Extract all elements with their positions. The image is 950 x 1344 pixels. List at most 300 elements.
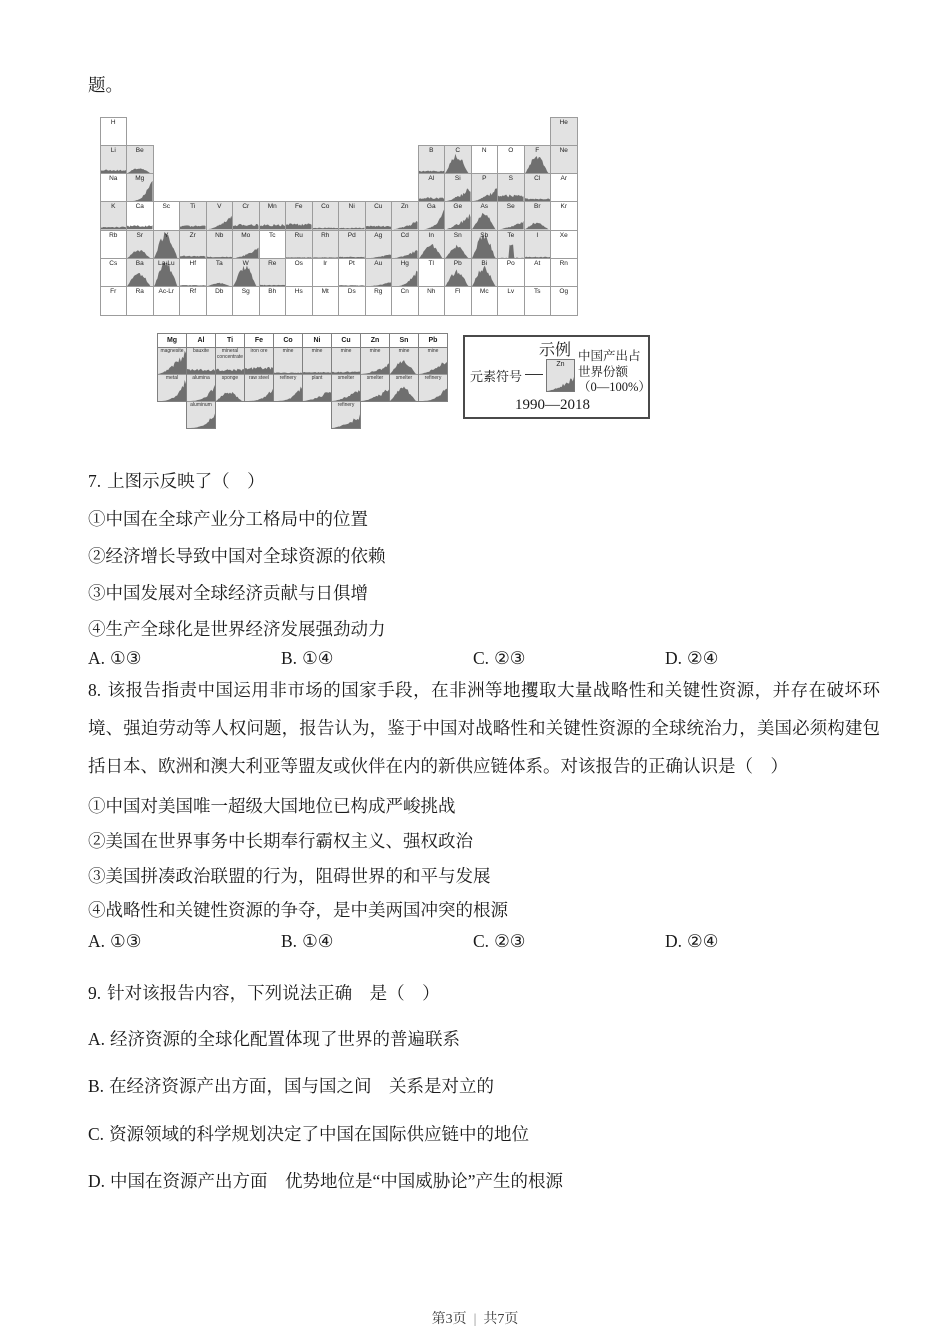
element-cell-Br (524, 201, 552, 230)
element-cell-Rn (550, 258, 578, 287)
element-symbol: Po (506, 259, 515, 267)
element-cell-B (418, 145, 446, 174)
question-stem-text: 上图示反映了（ ） (107, 471, 265, 491)
legend-example-cell (546, 359, 575, 392)
mini-column-Pb (418, 333, 448, 402)
option-label: C. (473, 648, 490, 668)
question-number: 9. (88, 983, 102, 1003)
element-cell-Mo (232, 230, 260, 259)
element-cell-In (418, 230, 446, 259)
element-symbol: Xe (559, 231, 568, 239)
intro-text: 题。 (88, 75, 123, 95)
element-cell-Zr (179, 230, 207, 259)
element-cell-Cd (391, 230, 419, 259)
mini-column-Mg (157, 333, 187, 402)
element-symbol: Sb (480, 231, 489, 239)
element-symbol: Cd (400, 231, 409, 239)
option-text: ②④ (687, 931, 719, 951)
element-cell-Rg (365, 286, 393, 315)
element-cell-Mg (126, 173, 154, 202)
mini-column-header: Fe (245, 334, 273, 348)
element-cell-Na (100, 173, 128, 202)
element-cell-Ag (365, 230, 393, 259)
q9-option-C (88, 1121, 529, 1146)
element-symbol: Kr (560, 203, 567, 211)
element-cell-Sr (126, 230, 154, 259)
element-cell-P (471, 173, 499, 202)
q8-option-A (88, 931, 141, 952)
element-symbol: Os (294, 259, 303, 267)
element-symbol: Li (110, 146, 116, 154)
mini-cell (245, 375, 273, 401)
mini-cell-label: mine (311, 348, 323, 354)
element-symbol: Ds (347, 288, 356, 296)
mini-cell (332, 375, 360, 402)
mini-cell-label: smelter (337, 375, 355, 381)
mini-column-header: Cu (332, 334, 360, 348)
element-symbol: Ga (426, 203, 436, 211)
element-symbol: Pb (453, 259, 462, 267)
element-symbol: Rg (374, 288, 383, 296)
element-symbol: Og (559, 288, 569, 296)
mini-column-header: Zn (361, 334, 389, 348)
question-9-stem (88, 980, 440, 1005)
mini-cell (390, 375, 418, 401)
element-symbol: Mn (267, 203, 277, 211)
element-symbol: Nb (215, 231, 224, 239)
mini-cell-label: mineral concentrate (216, 348, 244, 360)
mini-column-Ti (215, 333, 245, 402)
mini-cell-label: refinery (337, 402, 355, 408)
element-cell-Sg (232, 286, 260, 315)
element-cell-Ca (126, 201, 154, 230)
element-symbol: Re (268, 259, 277, 267)
element-cell-Zn (391, 201, 419, 230)
q7-item-4: ④生产全球化是世界经济发展强劲动力 (88, 619, 386, 639)
element-cell-Fr (100, 286, 128, 315)
element-cell-Ra (126, 286, 154, 315)
element-symbol: Nh (427, 288, 436, 296)
element-cell-Ge (444, 201, 472, 230)
element-cell-Xe (550, 230, 578, 259)
option-text: ①③ (110, 931, 142, 951)
option-label: A. (88, 1029, 106, 1049)
option-text: ①④ (302, 931, 334, 951)
element-symbol: Ta (215, 259, 223, 267)
element-cell-V (206, 201, 234, 230)
element-symbol: Fl (455, 288, 461, 296)
element-cell-Mc (471, 286, 499, 315)
option-text: 在经济资源产出方面，国与国之间 关系是对立的 (109, 1076, 495, 1096)
element-cell-Ga (418, 201, 446, 230)
element-symbol: Ts (534, 288, 541, 296)
element-symbol: Ra (135, 288, 144, 296)
element-cell-Pd (338, 230, 366, 259)
option-label: D. (665, 931, 683, 951)
element-symbol: Ge (453, 203, 463, 211)
q8-item-2: ②美国在世界事务中长期奉行霸权主义、强权政治 (88, 831, 473, 851)
legend-box (463, 335, 650, 419)
element-cell-W (232, 258, 260, 287)
mini-cell-label: bauxite (192, 348, 210, 354)
mini-cell (303, 375, 331, 401)
element-cell-La-Lu (153, 258, 181, 287)
q7-option-D (665, 648, 718, 669)
element-symbol: Ba (135, 259, 144, 267)
element-cell-Pt (338, 258, 366, 287)
element-cell-Sn (444, 230, 472, 259)
mini-cell (419, 375, 447, 401)
element-cell-Be (126, 145, 154, 174)
element-symbol: Pt (348, 259, 355, 267)
mini-cell-label: plant (311, 375, 323, 381)
element-cell-Ti (179, 201, 207, 230)
option-text: 中国在资源产出方面 优势地位是“中国威胁论”产生的根源 (110, 1171, 564, 1191)
mini-cell (158, 348, 186, 375)
mini-cell-label: mine (398, 348, 410, 354)
element-symbol: Bh (268, 288, 277, 296)
option-label: C. (473, 931, 490, 951)
option-label: B. (281, 931, 298, 951)
mini-cell (303, 348, 331, 375)
q7-option-C (473, 648, 525, 669)
element-cell-Ac-Lr (153, 286, 181, 315)
mini-production-table (158, 333, 448, 429)
element-symbol: Br (534, 203, 541, 211)
page-total: 共7页 (483, 1312, 519, 1327)
q7-item-2: ②经济增长导致中国对全球资源的依赖 (88, 546, 386, 566)
question-number: 7. (88, 471, 102, 491)
legend-symbol-label: 元素符号 (470, 369, 523, 384)
mini-column-header: Ti (216, 334, 244, 348)
mini-column-Fe (244, 333, 274, 402)
element-symbol: In (428, 231, 434, 239)
legend-example-symbol: Zn (556, 361, 565, 368)
element-cell-Li (100, 145, 128, 174)
element-cell-Au (365, 258, 393, 287)
element-symbol: C (455, 146, 461, 154)
q8-option-D (665, 931, 718, 952)
element-cell-Sb (471, 230, 499, 259)
element-symbol: La-Lu (157, 259, 175, 267)
legend-share-line: （0—100%） (578, 380, 651, 394)
element-cell-Ru (285, 230, 313, 259)
element-symbol: Sr (136, 231, 143, 239)
mini-cell (187, 402, 215, 428)
mini-cell-label: metal (165, 375, 179, 381)
mini-column-Co (273, 333, 303, 402)
element-cell-Al (418, 173, 446, 202)
mini-cell-label: smelter (366, 375, 384, 381)
element-symbol: Fe (294, 203, 303, 211)
element-symbol: V (217, 203, 222, 211)
element-cell-Hs (285, 286, 313, 315)
element-cell-H (100, 117, 128, 146)
mini-cell (216, 348, 244, 375)
q7-item-1: ①中国在全球产业分工格局中的位置 (88, 509, 368, 529)
element-symbol: At (534, 259, 541, 267)
q7-item-3: ③中国发展对全球经济贡献与日俱增 (88, 583, 368, 603)
element-cell-Nb (206, 230, 234, 259)
mini-cell-label: magnesite (160, 348, 184, 354)
mini-cell-label: refinery (424, 375, 442, 381)
option-text: ②④ (687, 648, 719, 668)
mini-cell (274, 348, 302, 375)
question-8-stem (88, 672, 880, 785)
element-cell-Bi (471, 258, 499, 287)
option-label: B. (281, 648, 298, 668)
option-label: B. (88, 1076, 105, 1096)
element-symbol: Y (164, 231, 169, 239)
mini-cell (419, 348, 447, 375)
mini-cell (390, 348, 418, 375)
element-symbol: Fr (110, 288, 117, 296)
mini-column-header: Co (274, 334, 302, 348)
element-cell-Ts (524, 286, 552, 315)
element-cell-Nh (418, 286, 446, 315)
mini-column-header: Mg (158, 334, 186, 348)
mini-cell (332, 402, 360, 428)
option-label: D. (88, 1171, 106, 1191)
element-symbol: W (242, 259, 249, 267)
element-symbol: Ti (190, 203, 196, 211)
q8-item-4: ④战略性和关键性资源的争夺，是中美两国冲突的根源 (88, 900, 508, 920)
element-symbol: Ca (135, 203, 144, 211)
q8-option-B (281, 931, 333, 952)
element-cell-Mt (312, 286, 340, 315)
option-text: 经济资源的全球化配置体现了世界的普遍联系 (110, 1029, 461, 1049)
mini-cell-label: aluminum (190, 402, 212, 408)
element-cell-Fl (444, 286, 472, 315)
element-cell-Rh (312, 230, 340, 259)
element-symbol: F (535, 146, 540, 154)
element-symbol: Ag (374, 231, 383, 239)
q9-option-B (88, 1073, 494, 1098)
element-symbol: Cn (400, 288, 409, 296)
element-symbol: Mg (135, 175, 145, 183)
mini-column-Zn (360, 333, 390, 402)
element-cell-I (524, 230, 552, 259)
element-cell-N (471, 145, 499, 174)
element-symbol: Zn (400, 203, 409, 211)
element-symbol: Zr (189, 231, 196, 239)
legend-connector-line (525, 374, 543, 375)
element-symbol: Sc (162, 203, 171, 211)
element-symbol: Cu (374, 203, 383, 211)
element-cell-Ar (550, 173, 578, 202)
element-symbol: Se (506, 203, 515, 211)
mini-cell-label: mine (369, 348, 381, 354)
element-cell-Ds (338, 286, 366, 315)
mini-column-header: Sn (390, 334, 418, 348)
q8-item-1: ①中国对美国唯一超级大国地位已构成严峻挑战 (88, 796, 456, 816)
element-cell-Ne (550, 145, 578, 174)
element-symbol: Sg (241, 288, 250, 296)
mini-cell (187, 375, 215, 402)
element-cell-Cn (391, 286, 419, 315)
element-symbol: Au (374, 259, 383, 267)
element-cell-Ir (312, 258, 340, 287)
element-symbol: Be (135, 146, 144, 154)
mini-cell-label: refinery (279, 375, 297, 381)
element-symbol: Mc (479, 288, 489, 296)
element-cell-Te (497, 230, 525, 259)
question-stem-text: 该报告指责中国运用非市场的国家手段，在非洲等地攫取大量战略性和关键性资源，并存在破坏环境、强迫劳动等人权问题，报告认为，鉴于中国对战略性和关键性资源的全球统治力，美国必须构建包括日本、欧洲和澳大利亚等盟友或伙伴在内的新供应链体系。对该报告的正确认识是（ ） (88, 680, 880, 776)
element-symbol: O (508, 146, 514, 154)
element-cell-Po (497, 258, 525, 287)
element-symbol: Ir (323, 259, 328, 267)
element-symbol: Rf (189, 288, 196, 296)
element-symbol: H (110, 118, 116, 126)
element-symbol: As (480, 203, 489, 211)
page-number: 第3页 (431, 1312, 467, 1327)
mini-cell-label: iron ore (250, 348, 268, 354)
element-symbol: I (536, 231, 539, 239)
element-cell-Db (206, 286, 234, 315)
element-cell-Si (444, 173, 472, 202)
element-symbol: Hf (189, 259, 196, 267)
element-symbol: Ni (348, 203, 355, 211)
mini-cell-label: mine (282, 348, 294, 354)
mini-cell-label: mine (340, 348, 352, 354)
mini-cell (361, 348, 389, 375)
element-cell-Cs (100, 258, 128, 287)
element-cell-Og (550, 286, 578, 315)
mini-cell-label: mine (427, 348, 439, 354)
element-cell-Lv (497, 286, 525, 315)
q8-option-C (473, 931, 525, 952)
element-cell-Mn (259, 201, 287, 230)
mini-column-header: Al (187, 334, 215, 348)
element-symbol: S (508, 175, 513, 183)
element-cell-Sc (153, 201, 181, 230)
mini-cell (361, 375, 389, 401)
element-cell-Cr (232, 201, 260, 230)
legend-period-label: 1990—2018 (515, 397, 590, 413)
q7-option-A (88, 648, 141, 669)
element-cell-Y (153, 230, 181, 259)
option-text: ①④ (302, 648, 334, 668)
element-cell-K (100, 201, 128, 230)
element-symbol: Hg (400, 259, 409, 267)
element-cell-Rb (100, 230, 128, 259)
footer-separator: | (473, 1312, 477, 1327)
element-cell-O (497, 145, 525, 174)
mini-cell (245, 348, 273, 375)
element-symbol: Db (215, 288, 224, 296)
element-symbol: Tc (269, 231, 276, 239)
element-symbol: K (111, 203, 116, 211)
mini-column-Cu (331, 333, 361, 429)
element-symbol: Rn (559, 259, 568, 267)
q9-option-A (88, 1026, 460, 1051)
mini-column-Al (186, 333, 216, 429)
mini-column-header: Ni (303, 334, 331, 348)
element-cell-Co (312, 201, 340, 230)
option-text: ②③ (494, 931, 526, 951)
element-cell-As (471, 201, 499, 230)
element-cell-Re (259, 258, 287, 287)
element-symbol: Si (454, 175, 461, 183)
element-symbol: Ne (559, 146, 568, 154)
mini-column-Ni (302, 333, 332, 402)
element-symbol: He (559, 118, 568, 126)
element-symbol: Hs (294, 288, 303, 296)
option-text: ②③ (494, 648, 526, 668)
element-symbol: Co (321, 203, 330, 211)
mini-cell (332, 348, 360, 375)
element-symbol: Te (507, 231, 515, 239)
element-cell-Cl (524, 173, 552, 202)
element-cell-Ta (206, 258, 234, 287)
element-cell-Cu (365, 201, 393, 230)
element-cell-Os (285, 258, 313, 287)
element-symbol: Na (109, 175, 118, 183)
legend-share-label (578, 349, 650, 396)
element-symbol: Ru (294, 231, 303, 239)
option-text: 资源领域的科学规划决定了中国在国际供应链中的地位 (109, 1124, 530, 1144)
page-footer (0, 1308, 950, 1328)
option-text: ①③ (110, 648, 142, 668)
element-symbol: Cs (109, 259, 118, 267)
mini-cell-label: smelter (395, 375, 413, 381)
mini-cell (158, 375, 186, 401)
element-symbol: Lv (507, 288, 515, 296)
element-cell-Hg (391, 258, 419, 287)
element-symbol: Mt (321, 288, 329, 296)
mini-cell-label: alumina (192, 375, 210, 381)
element-cell-At (524, 258, 552, 287)
mini-cell-label: sponge (221, 375, 239, 381)
element-cell-He (550, 117, 578, 146)
element-symbol: Mo (241, 231, 251, 239)
element-symbol: Tl (428, 259, 434, 267)
legend-share-line: 世界份额 (578, 364, 629, 379)
periodic-table (100, 117, 577, 315)
element-cell-Tc (259, 230, 287, 259)
element-symbol: Pd (347, 231, 356, 239)
option-label: C. (88, 1124, 105, 1144)
element-cell-Fe (285, 201, 313, 230)
element-cell-Kr (550, 201, 578, 230)
question-stem-text: 针对该报告内容，下列说法正确 是（ ） (107, 983, 440, 1003)
element-symbol: Al (428, 175, 435, 183)
q9-option-D (88, 1168, 563, 1193)
element-cell-Bh (259, 286, 287, 315)
element-cell-Se (497, 201, 525, 230)
element-symbol: Ar (560, 175, 567, 183)
element-cell-Ba (126, 258, 154, 287)
element-cell-S (497, 173, 525, 202)
mini-cell-label: raw steel (248, 375, 269, 381)
q7-option-B (281, 648, 333, 669)
element-symbol: N (481, 146, 487, 154)
option-label: D. (665, 648, 683, 668)
q8-item-3: ③美国拼凑政治联盟的行为，阻碍世界的和平与发展 (88, 866, 491, 886)
element-symbol: Cr (242, 203, 250, 211)
element-cell-Pb (444, 258, 472, 287)
option-label: A. (88, 648, 106, 668)
element-symbol: Sn (453, 231, 462, 239)
element-symbol: Rh (321, 231, 330, 239)
legend-title: 示例 (539, 342, 572, 359)
element-symbol: Cl (534, 175, 541, 183)
legend-share-line: 中国产出占 (578, 349, 641, 363)
element-cell-Hf (179, 258, 207, 287)
question-7-stem (88, 468, 265, 493)
element-cell-Ni (338, 201, 366, 230)
mini-column-Sn (389, 333, 419, 402)
